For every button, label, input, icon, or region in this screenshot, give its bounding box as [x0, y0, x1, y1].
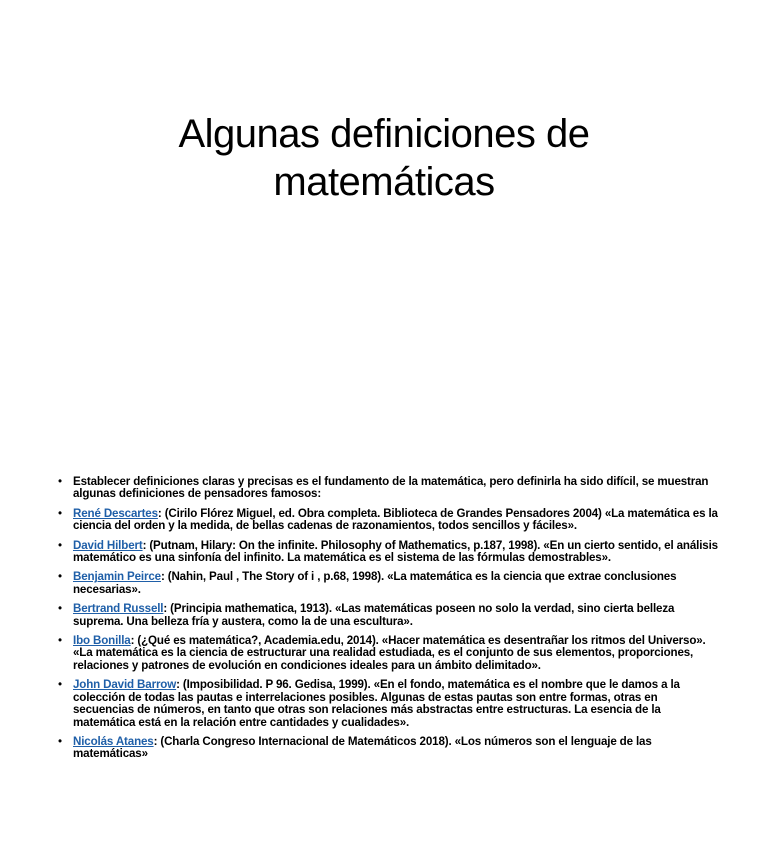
definition-text: : (Principia mathematica, 1913). «Las matemáticas poseen no solo la verdad, sino cierta belleza suprema. Una belleza fría y austera, como la de una escultura». [73, 602, 675, 628]
bullet-icon: • [58, 506, 62, 520]
definition-text: : (¿Qué es matemática?, Academia.edu, 2014). «Hacer matemática es desentrañar los ritmos del Universo». «La matemática es la ciencia de estructurar una realidad estudiada, es el conjunto de sus elementos, proporciones, relaciones y patrones de evolución en condiciones ideales para un ámbito delimitado». [73, 634, 706, 672]
intro-text: Establecer definiciones claras y precisas es el fundamento de la matemática, pero definirla ha sido difícil, se muestran algunas definiciones de pensadores famosos: [73, 475, 709, 501]
slide-title [0, 110, 768, 206]
definitions-list [58, 476, 718, 761]
definition-text: : (Putnam, Hilary: On the infinite. Philosophy of Mathematics, p.187, 1998). «En un cierto sentido, el análisis matemático es una sinfonía del infinito. La matemática es el sistema de las fórmulas demostrables». [73, 538, 718, 565]
author-link-atanes[interactable]: Nicolás Atanes [73, 734, 154, 748]
list-item-intro [58, 476, 718, 501]
definition-text: : (Nahin, Paul , The Story of i , p.68, 1998). «La matemática es la ciencia que extrae conclusiones necesarias». [73, 570, 677, 596]
bullet-icon: • [58, 634, 62, 648]
author-link-russell[interactable]: Bertrand Russell [73, 602, 164, 616]
bullet-icon: • [58, 570, 62, 584]
author-link-bonilla[interactable]: Ibo Bonilla [73, 634, 131, 648]
definitions-content [58, 476, 718, 768]
list-item-atanes [58, 736, 718, 761]
list-item-barrow [58, 679, 718, 729]
slide-title-line-2: matemáticas [273, 160, 495, 204]
list-item-bonilla [58, 635, 718, 672]
definition-text: : (Charla Congreso Internacional de Matemáticos 2018). «Los números son el lenguaje de las matemáticas» [73, 734, 652, 761]
author-link-hilbert[interactable]: David Hilbert [73, 538, 143, 552]
author-link-peirce[interactable]: Benjamin Peirce [73, 570, 161, 584]
definition-text: : (Imposibilidad. P 96. Gedisa, 1999). «En el fondo, matemática es el nombre que le damos a la colección de todas las pautas e interrelaciones posibles. Algunas de estas pautas son entre formas, otras en secuencias de números, en tanto que otras son relaciones más abstractas entre estructuras. La esencia de la matemática está en la relación entre cantidades y cualidades». [73, 678, 680, 729]
list-item-hilbert [58, 540, 718, 565]
author-link-barrow[interactable]: John David Barrow [73, 678, 177, 692]
bullet-icon: • [58, 475, 62, 488]
bullet-icon: • [58, 678, 62, 692]
bullet-icon: • [58, 538, 62, 552]
slide-title-line-1: Algunas definiciones de [178, 112, 590, 156]
list-item-peirce [58, 571, 718, 596]
author-link-descartes[interactable]: René Descartes [73, 506, 158, 520]
list-item-descartes [58, 508, 718, 533]
bullet-icon: • [58, 602, 62, 616]
list-item-russell [58, 603, 718, 628]
definition-text: : (Cirilo Flórez Miguel, ed. Obra completa. Biblioteca de Grandes Pensadores 2004) «La matemática es la ciencia del orden y la medida, de bellas cadenas de razonamientos, todos sencillos y fáciles». [73, 506, 718, 533]
bullet-icon: • [58, 734, 62, 748]
